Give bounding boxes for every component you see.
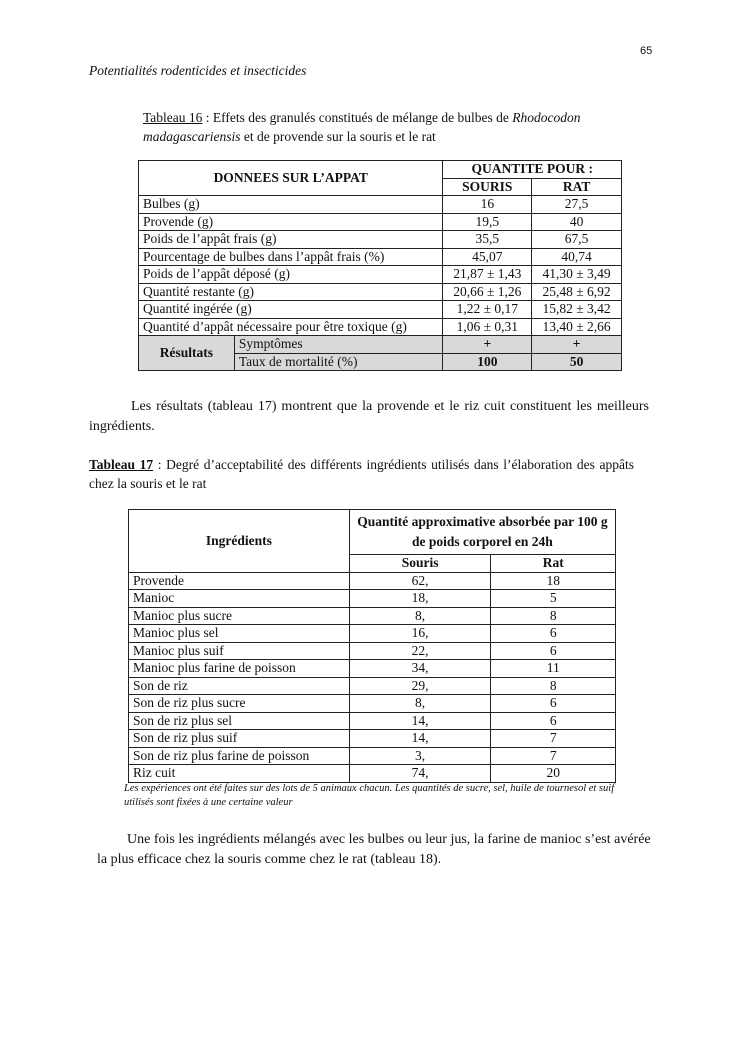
row-label: Quantité ingérée (g) — [139, 301, 443, 319]
row-rat-value: 7 — [491, 747, 616, 765]
table17 — [128, 509, 616, 783]
row-rat-value: 6 — [491, 695, 616, 713]
row-label: Manioc — [129, 590, 350, 608]
table-row — [139, 301, 622, 319]
row-rat-value: 40 — [532, 213, 622, 231]
row-souris-value: 22, — [349, 642, 491, 660]
table16-header-quantity: QUANTITE POUR : — [443, 161, 622, 179]
row-label: Provende (g) — [139, 213, 443, 231]
row-label: Son de riz plus sel — [129, 712, 350, 730]
row-label: Son de riz plus sucre — [129, 695, 350, 713]
table16-caption-text-2: et de provende sur la souris et le rat — [240, 129, 436, 144]
table16-mortality-rat: 50 — [532, 353, 622, 371]
table-row — [139, 266, 622, 284]
table-row — [139, 196, 622, 214]
table16-header-data: DONNEES SUR L’APPAT — [139, 161, 443, 196]
row-label: Poids de l’appât déposé (g) — [139, 266, 443, 284]
table17-header-rat: Rat — [491, 555, 616, 573]
row-label: Manioc plus farine de poisson — [129, 660, 350, 678]
row-label: Provende — [129, 572, 350, 590]
table16-caption-text-1: : Effets des granulés constitués de mélange de bulbes de — [202, 110, 513, 125]
row-rat-value: 7 — [491, 730, 616, 748]
table16-mortality-souris: 100 — [443, 353, 532, 371]
row-rat-value: 20 — [491, 765, 616, 783]
table16-body — [139, 196, 622, 336]
row-label: Son de riz plus farine de poisson — [129, 747, 350, 765]
row-label: Bulbes (g) — [139, 196, 443, 214]
row-souris-value: 14, — [349, 730, 491, 748]
row-souris-value: 34, — [349, 660, 491, 678]
row-souris-value: 35,5 — [443, 231, 532, 249]
row-rat-value: 8 — [491, 677, 616, 695]
row-label: Son de riz plus suif — [129, 730, 350, 748]
row-souris-value: 18, — [349, 590, 491, 608]
row-souris-value: 62, — [349, 572, 491, 590]
row-rat-value: 25,48 ± 6,92 — [532, 283, 622, 301]
table-row — [139, 318, 622, 336]
table17-caption — [89, 455, 634, 493]
row-souris-value: 3, — [349, 747, 491, 765]
row-rat-value: 15,82 ± 3,42 — [532, 301, 622, 319]
row-label: Pourcentage de bulbes dans l’appât frais (%) — [139, 248, 443, 266]
paragraph-1-text: Les résultats (tableau 17) montrent que la provende et le riz cuit constituent les meilleurs ingrédients. — [89, 399, 649, 434]
table-row — [129, 747, 616, 765]
table-row — [129, 572, 616, 590]
table16-header-row — [139, 161, 622, 179]
row-rat-value: 67,5 — [532, 231, 622, 249]
paragraph-2 — [97, 830, 657, 870]
row-label: Manioc plus sucre — [129, 607, 350, 625]
row-souris-value: 45,07 — [443, 248, 532, 266]
table17-body — [129, 572, 616, 782]
row-souris-value: 16 — [443, 196, 532, 214]
table-row — [129, 695, 616, 713]
paragraph-2-text: Une fois les ingrédients mélangés avec les bulbes ou leur jus, la farine de manioc s’est avérée la plus efficace chez la souris comme chez le rat (tableau 18). — [97, 832, 651, 867]
row-souris-value: 8, — [349, 695, 491, 713]
row-label: Quantité d’appât nécessaire pour être toxique (g) — [139, 318, 443, 336]
table16-symptoms-rat: + — [532, 336, 622, 354]
table16-header-rat: RAT — [532, 178, 622, 196]
table17-caption-text: : Degré d’acceptabilité des différents ingrédients utilisés dans l’élaboration des appâts chez la souris et le rat — [89, 457, 634, 491]
table-row — [129, 660, 616, 678]
row-rat-value: 6 — [491, 642, 616, 660]
table16-symptoms-row — [139, 336, 622, 354]
table-row — [129, 677, 616, 695]
row-souris-value: 29, — [349, 677, 491, 695]
row-rat-value: 5 — [491, 590, 616, 608]
row-rat-value: 11 — [491, 660, 616, 678]
table17-header-ingredients: Ingrédients — [129, 510, 350, 573]
row-souris-value: 20,66 ± 1,26 — [443, 283, 532, 301]
row-label: Quantité restante (g) — [139, 283, 443, 301]
row-label: Manioc plus suif — [129, 642, 350, 660]
table-row — [139, 248, 622, 266]
table-row — [129, 712, 616, 730]
table17-caption-label: Tableau 17 — [89, 457, 154, 472]
row-souris-value: 21,87 ± 1,43 — [443, 266, 532, 284]
row-rat-value: 18 — [491, 572, 616, 590]
table16-caption — [143, 108, 643, 146]
table17-note: Les expériences ont été faites sur des lots de 5 animaux chacun. Les quantités de sucre, sel, huile de tournesol et suif utilisés sont fixées à une certaine valeur — [124, 783, 615, 808]
row-rat-value: 40,74 — [532, 248, 622, 266]
row-rat-value: 6 — [491, 625, 616, 643]
row-souris-value: 1,22 ± 0,17 — [443, 301, 532, 319]
table-row — [129, 590, 616, 608]
table16-mortality-label: Taux de mortalité (%) — [234, 353, 443, 371]
row-label: Manioc plus sel — [129, 625, 350, 643]
table16-caption-label: Tableau 16 — [143, 110, 203, 125]
row-label: Riz cuit — [129, 765, 350, 783]
table-row — [129, 625, 616, 643]
table17-header-quantity: Quantité approximative absorbée par 100 g de poids corporel en 24h — [349, 510, 615, 555]
row-souris-value: 16, — [349, 625, 491, 643]
table-row — [129, 765, 616, 783]
table17-header-row — [129, 510, 616, 555]
row-rat-value: 13,40 ± 2,66 — [532, 318, 622, 336]
page-number: 65 — [640, 45, 653, 57]
row-souris-value: 19,5 — [443, 213, 532, 231]
row-rat-value: 27,5 — [532, 196, 622, 214]
row-souris-value: 14, — [349, 712, 491, 730]
table-row — [129, 642, 616, 660]
table-row — [129, 607, 616, 625]
table16-symptoms-label: Symptômes — [234, 336, 443, 354]
row-rat-value: 6 — [491, 712, 616, 730]
row-label: Son de riz — [129, 677, 350, 695]
table-row — [139, 231, 622, 249]
row-label: Poids de l’appât frais (g) — [139, 231, 443, 249]
row-souris-value: 1,06 ± 0,31 — [443, 318, 532, 336]
table16-symptoms-souris: + — [443, 336, 532, 354]
table16-results-label: Résultats — [139, 336, 235, 371]
row-rat-value: 41,30 ± 3,49 — [532, 266, 622, 284]
running-title: Potentialités rodenticides et insecticides — [89, 63, 307, 78]
table16-caption-species: Rhodocodon madagascariensis — [143, 110, 581, 144]
table-row — [139, 213, 622, 231]
row-rat-value: 8 — [491, 607, 616, 625]
table16-header-souris: SOURIS — [443, 178, 532, 196]
row-souris-value: 8, — [349, 607, 491, 625]
row-souris-value: 74, — [349, 765, 491, 783]
table17-header-souris: Souris — [349, 555, 491, 573]
table16 — [138, 160, 622, 371]
paragraph-1 — [89, 397, 649, 437]
table-row — [139, 283, 622, 301]
table-row — [129, 730, 616, 748]
